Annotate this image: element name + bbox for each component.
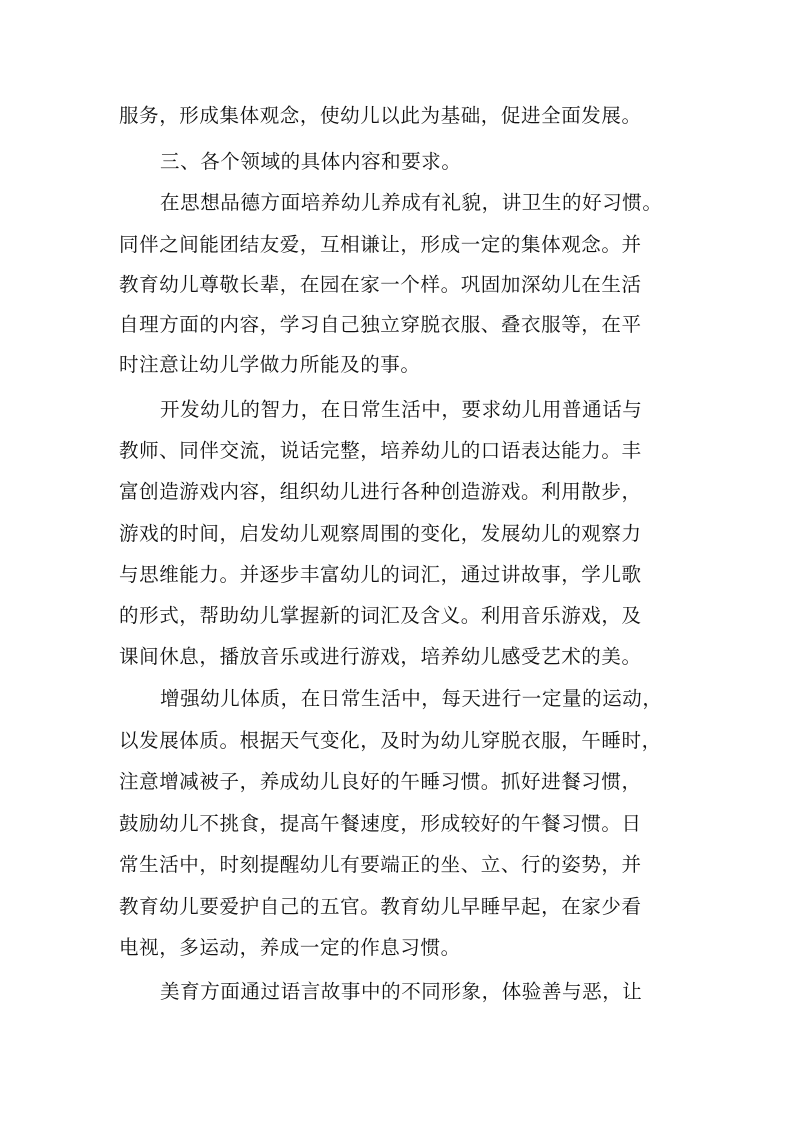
text-line: 教育幼儿尊敬长辈，在园在家一个样。巩固加深幼儿在生活	[119, 273, 642, 296]
text-line: 游戏的时间，启发幼儿观察周围的变化，发展幼儿的观察力	[119, 522, 642, 545]
text-line: 与思维能力。并逐步丰富幼儿的词汇，通过讲故事，学儿歌	[119, 563, 642, 586]
text-line: 自理方面的内容，学习自己独立穿脱衣服、叠衣服等，在平	[119, 313, 642, 336]
text-line: 同伴之间能团结友爱，互相谦让，形成一定的集体观念。并	[119, 233, 642, 256]
text-line: 服务，形成集体观念，使幼儿以此为基础，促进全面发展。	[119, 104, 642, 127]
text-line: 教育幼儿要爱护自己的五官。教育幼儿早睡早起，在家少看	[119, 895, 642, 918]
text-line: 美育方面通过语言故事中的不同形象，体验善与恶，让	[160, 980, 643, 1003]
section-heading: 三、各个领域的具体内容和要求。	[160, 150, 462, 173]
text-line: 开发幼儿的智力，在日常生活中，要求幼儿用普通话与	[160, 398, 643, 421]
text-line: 鼓励幼儿不挑食，提高午餐速度，形成较好的午餐习惯。日	[119, 812, 642, 835]
text-line: 时注意让幼儿学做力所能及的事。	[119, 353, 421, 376]
text-line: 增强幼儿体质，在日常生活中，每天进行一定量的运动，	[160, 687, 663, 710]
text-line: 在思想品德方面培养幼儿养成有礼貌，讲卫生的好习惯。	[160, 191, 663, 214]
text-line: 富创造游戏内容，组织幼儿进行各种创造游戏。利用散步，	[119, 480, 642, 503]
text-line: 电视，多运动，养成一定的作息习惯。	[119, 936, 461, 959]
text-line: 常生活中，时刻提醒幼儿有要端正的坐、立、行的姿势，并	[119, 853, 642, 876]
text-line: 课间休息，播放音乐或进行游戏，培养幼儿感受艺术的美。	[119, 645, 642, 668]
text-line: 教师、同伴交流，说话完整，培养幼儿的口语表达能力。丰	[119, 439, 642, 462]
text-line: 注意增减被子，养成幼儿良好的午睡习惯。抓好进餐习惯，	[119, 770, 642, 793]
text-line: 以发展体质。根据天气变化，及时为幼儿穿脱衣服，午睡时，	[119, 729, 662, 752]
text-line: 的形式，帮助幼儿掌握新的词汇及含义。利用音乐游戏，及	[119, 604, 642, 627]
